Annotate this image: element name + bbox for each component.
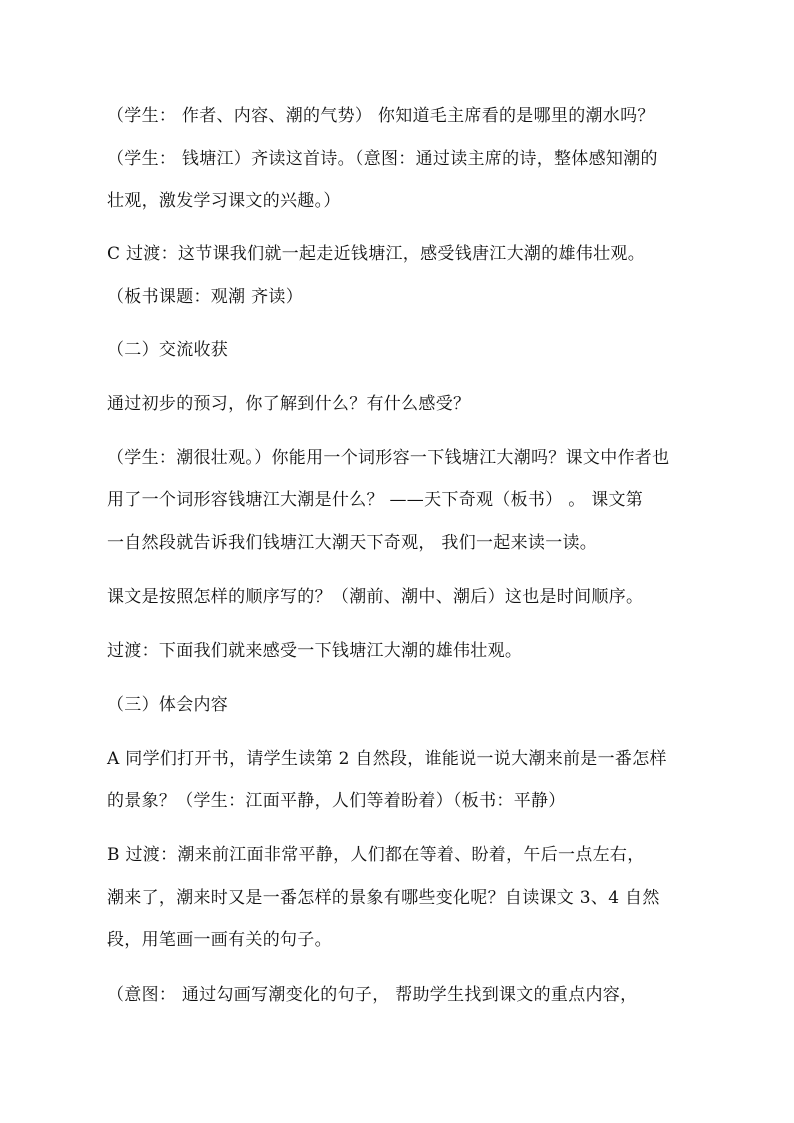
text-line: A 同学们打开书，请学生读第 2 自然段，谁能说一说大潮来前是一番怎样 — [107, 749, 667, 769]
text-line: 的景象？（学生：江面平静，人们等着盼着）（板书：平静） — [107, 791, 566, 811]
text-line: 一自然段就告诉我们钱塘江大潮天下奇观， 我们一起来读一读。 — [107, 533, 598, 553]
text-line: 过渡：下面我们就来感受一下钱塘江大潮的雄伟壮观。 — [107, 641, 523, 661]
text-line: 课文是按照怎样的顺序写的？（潮前、潮中、潮后）这也是时间顺序。 — [107, 587, 644, 607]
text-line: B 过渡：潮来前江面非常平静，人们都在等着、盼着，午后一点左右， — [107, 845, 645, 865]
text-line: （学生： 钱塘江）齐读这首诗。（意图：通过读主席的诗，整体感知潮的 — [107, 149, 658, 169]
text-line: 壮观，激发学习课文的兴趣。） — [107, 191, 341, 211]
section-heading: （二）交流收获 — [107, 340, 229, 360]
section-heading: （三）体会内容 — [107, 695, 229, 715]
text-line: 段，用笔画一画有关的句子。 — [107, 930, 332, 950]
text-line: 潮来了，潮来时又是一番怎样的景象有哪些变化呢？自读课文 3、4 自然 — [107, 888, 660, 908]
text-line: 用了一个词形容钱塘江大潮是什么？ ——天下奇观（板书） 。 课文第 — [107, 490, 644, 510]
text-line: （学生：潮很壮观。）你能用一个词形容一下钱塘江大潮吗？课文中作者也 — [107, 448, 670, 468]
text-line: （学生： 作者、内容、潮的气势） 你知道毛主席看的是哪里的潮水吗？ — [107, 106, 655, 126]
text-line: （板书课题：观潮 齐读） — [107, 287, 304, 307]
text-line: （意图： 通过勾画写潮变化的句子， 帮助学生找到课文的重点内容， — [107, 985, 638, 1005]
text-line: 通过初步的预习，你了解到什么？有什么感受？ — [107, 394, 471, 414]
text-line: C 过渡：这节课我们就一起走近钱塘江，感受钱唐江大潮的雄伟壮观。 — [107, 244, 646, 264]
